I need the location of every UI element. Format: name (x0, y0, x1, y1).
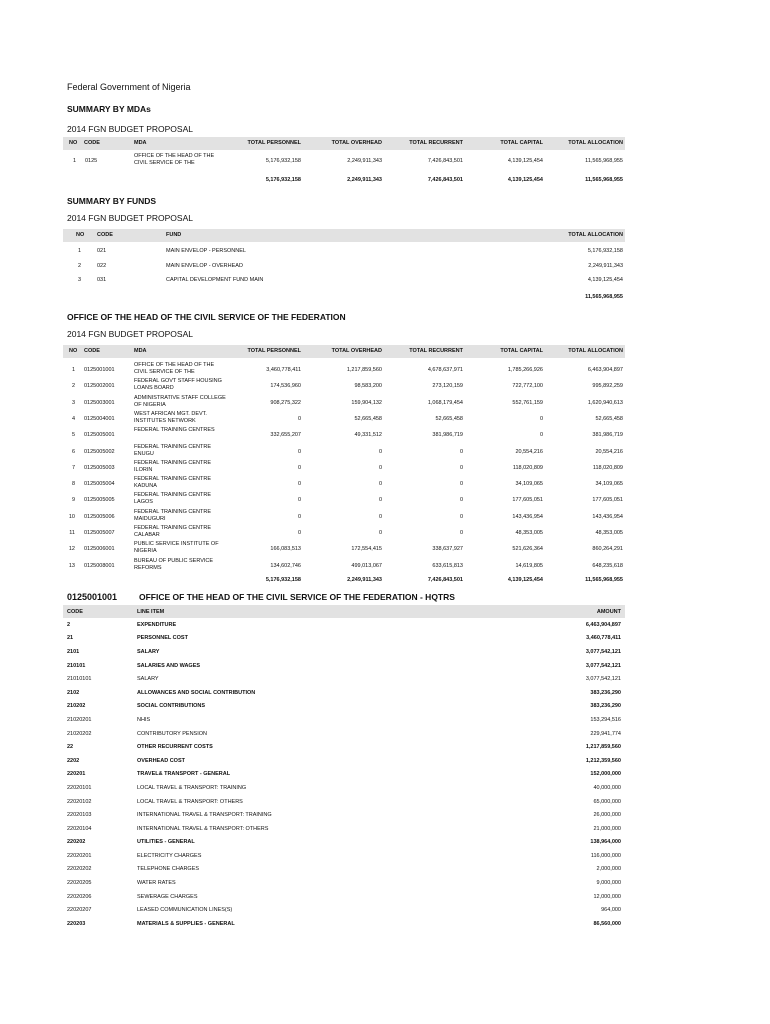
line-item-name: SALARY (137, 676, 159, 683)
line-item-name: INTERNATIONAL TRAVEL & TRANSPORT: OTHERS (137, 825, 269, 832)
col-header-amount: AMOUNT (511, 605, 625, 618)
col-header-allocation: TOTAL ALLOCATION (568, 140, 623, 146)
line-item-amount: 9,000,000 (596, 880, 621, 887)
col-header-line-item: LINE ITEM (133, 605, 511, 618)
mda-summary-title: SUMMARY BY MDAs (67, 104, 151, 114)
line-item-name: TRAVEL& TRANSPORT - GENERAL (137, 771, 231, 778)
row-code: 031 (97, 277, 107, 283)
row-mda: WEST AFRICAN MGT. DEVT. INSTITUTES NETWORK (134, 410, 207, 424)
row-personnel: 174,536,960 (270, 383, 301, 390)
row-allocation: 118,020,809 (592, 464, 623, 471)
line-item-name: LOCAL TRAVEL & TRANSPORT: OTHERS (137, 798, 243, 805)
row-personnel: 332,655,207 (270, 432, 301, 439)
col-header-capital: TOTAL CAPITAL (500, 348, 543, 354)
row-recurrent: 0 (459, 513, 463, 520)
line-item-name: LEASED COMMUNICATION LINES(S) (137, 907, 233, 914)
row-no: 11 (69, 530, 75, 536)
row-capital: 4,139,125,454 (507, 158, 543, 164)
col-header-allocation: TOTAL ALLOCATION (568, 232, 623, 238)
line-item-code: 21 (67, 635, 74, 642)
line-item-code: 21020201 (67, 716, 92, 723)
line-item-name: LOCAL TRAVEL & TRANSPORT: TRAINING (137, 784, 247, 791)
row-overhead: 2,249,911,343 (347, 158, 382, 164)
line-item-code: 22020205 (67, 880, 92, 887)
row-fund: MAIN ENVELOP - PERSONNEL (166, 248, 246, 254)
row-capital: 177,605,051 (512, 497, 543, 504)
row-overhead: 0 (378, 448, 382, 455)
line-item-name: SEWERAGE CHARGES (137, 893, 198, 900)
total-capital: 4,139,125,454 (507, 577, 543, 583)
row-capital: 34,109,065 (515, 481, 543, 488)
row-mda: BUREAU OF PUBLIC SERVICE REFORMS (134, 557, 214, 571)
line-item-amount: 153,294,516 (590, 716, 621, 723)
row-overhead: 0 (378, 481, 382, 488)
row-mda: OFFICE OF THE HEAD OF THE CIVIL SERVICE OF THE (134, 153, 215, 166)
line-item-row (63, 659, 625, 673)
row-allocation: 5,176,932,158 (587, 248, 623, 254)
row-recurrent: 338,637,927 (432, 546, 463, 553)
line-item-row (63, 795, 625, 809)
line-item-name: CONTRIBUTORY PENSION (137, 730, 207, 737)
line-item-code: 21010101 (67, 676, 92, 683)
row-no: 10 (68, 513, 75, 520)
row-code: 021 (97, 248, 107, 254)
line-item-name: SOCIAL CONTRIBUTIONS (137, 703, 206, 710)
line-item-code: 22020103 (67, 812, 92, 819)
line-item-name: WATER RATES (137, 880, 176, 887)
line-item-name: INTERNATIONAL TRAVEL & TRANSPORT: TRAINING (137, 812, 272, 819)
row-mda: PUBLIC SERVICE INSTITUTE OF NIGERIA (134, 541, 219, 555)
line-item-amount: 2,000,000 (596, 866, 621, 873)
hqtrs-title: OFFICE OF THE HEAD OF THE CIVIL SERVICE OF THE FEDERATION - HQTRS (139, 592, 455, 602)
row-mda: FEDERAL TRAINING CENTRES (134, 427, 215, 434)
line-item-code: 22020201 (67, 852, 92, 859)
line-item-amount: 26,000,000 (593, 812, 621, 819)
row-no: 7 (71, 464, 75, 471)
row-recurrent: 633,615,813 (432, 562, 463, 569)
row-code: 0125005006 (84, 513, 115, 520)
row-overhead: 159,904,132 (351, 399, 382, 406)
line-item-amount: 3,077,542,121 (585, 648, 621, 655)
line-item-name: OTHER RECURRENT COSTS (137, 744, 213, 751)
row-allocation: 11,565,968,955 (585, 158, 623, 164)
row-personnel: 0 (297, 530, 301, 536)
office-header (63, 345, 625, 358)
row-code: 0125005004 (84, 481, 115, 488)
line-item-row (63, 672, 625, 686)
row-personnel: 0 (297, 415, 301, 422)
line-item-code: 2102 (67, 689, 80, 696)
row-code: 0125003001 (84, 399, 115, 406)
line-item-code: 22020202 (67, 866, 92, 873)
row-capital: 118,020,809 (512, 464, 543, 471)
row-overhead: 49,331,512 (354, 432, 382, 439)
row-code: 0125001001 (84, 367, 115, 373)
col-header-mda: MDA (134, 348, 147, 354)
row-code: 0125008001 (84, 562, 115, 569)
row-overhead: 0 (378, 464, 382, 471)
line-item-row (63, 632, 625, 646)
row-no: 13 (68, 562, 75, 569)
row-mda: FEDERAL TRAINING CENTRE CALABAR (134, 525, 212, 538)
line-item-amount: 229,941,774 (590, 730, 621, 737)
funds-summary-title: SUMMARY BY FUNDS (67, 196, 157, 206)
row-allocation: 381,986,719 (592, 432, 623, 439)
row-code: 0125005002 (84, 448, 115, 455)
line-item-name: NHIS (137, 716, 151, 723)
row-recurrent: 1,068,179,454 (427, 399, 463, 406)
office-subtitle: 2014 FGN BUDGET PROPOSAL (67, 329, 193, 339)
row-allocation: 34,109,065 (595, 481, 623, 488)
line-item-amount: 86,560,000 (593, 920, 621, 927)
col-header-capital: TOTAL CAPITAL (500, 140, 543, 146)
row-overhead: 52,665,458 (354, 415, 382, 422)
line-item-row (63, 822, 625, 836)
row-capital: 0 (539, 415, 543, 422)
row-allocation: 1,620,940,613 (587, 399, 623, 406)
line-item-row (63, 713, 625, 727)
row-capital: 48,353,005 (515, 530, 543, 536)
line-item-row (63, 781, 625, 795)
hqtrs-code: 0125001001 (67, 592, 118, 602)
total-allocation: 11,565,968,955 (585, 577, 623, 583)
row-overhead: 499,013,067 (351, 562, 382, 569)
row-allocation: 20,554,216 (595, 448, 623, 455)
line-item-code: 2 (67, 621, 71, 628)
row-overhead: 1,217,859,560 (346, 367, 382, 373)
line-item-name: EXPENDITURE (137, 621, 177, 628)
row-recurrent: 52,665,458 (435, 415, 463, 422)
line-item-code: 22020101 (67, 784, 92, 791)
line-item-name: SALARIES AND WAGES (137, 662, 201, 669)
line-item-amount: 3,077,542,121 (585, 662, 621, 669)
line-item-amount: 6,463,904,897 (585, 621, 621, 628)
row-overhead: 0 (378, 513, 382, 520)
line-item-code: 21020202 (67, 730, 92, 737)
line-item-name: ELECTRICITY CHARGES (137, 852, 202, 859)
line-item-row (63, 700, 625, 714)
col-header-overhead: TOTAL OVERHEAD (331, 140, 382, 146)
row-code: 0125006001 (84, 546, 115, 553)
line-item-code: 220203 (67, 920, 86, 927)
line-item-name: ALLOWANCES AND SOCIAL CONTRIBUTION (137, 689, 256, 696)
row-personnel: 0 (297, 448, 301, 455)
total-personnel: 5,176,932,158 (265, 177, 301, 183)
row-personnel: 0 (297, 497, 301, 504)
row-no: 12 (68, 546, 75, 553)
mda-summary-header (63, 137, 625, 150)
line-item-row (63, 808, 625, 822)
row-recurrent: 0 (459, 481, 463, 488)
line-item-amount: 383,236,290 (590, 689, 621, 696)
row-personnel: 0 (297, 513, 301, 520)
row-recurrent: 0 (459, 530, 463, 536)
line-item-code: 22020207 (67, 907, 92, 914)
row-code: 0125005001 (84, 432, 115, 439)
line-item-amount: 21,000,000 (593, 825, 621, 832)
row-mda: OFFICE OF THE HEAD OF THE CIVIL SERVICE OF THE (134, 362, 215, 375)
row-overhead: 0 (378, 497, 382, 504)
total-recurrent: 7,426,843,501 (427, 577, 463, 583)
office-title: OFFICE OF THE HEAD OF THE CIVIL SERVICE OF THE FEDERATION (67, 312, 346, 322)
line-item-code: 22020206 (67, 893, 92, 900)
row-mda: FEDERAL TRAINING CENTRE MAIDUGURI (134, 508, 212, 522)
line-item-row (63, 849, 625, 863)
row-allocation: 995,892,259 (592, 383, 623, 390)
row-mda: FEDERAL TRAINING CENTRE ENUGU (134, 443, 212, 457)
line-item-amount: 152,000,000 (590, 771, 621, 778)
row-code: 0125005003 (84, 464, 115, 471)
line-item-row (63, 917, 625, 931)
line-item-amount: 3,077,542,121 (585, 676, 621, 683)
row-no: 2 (78, 262, 82, 269)
line-item-row (63, 686, 625, 700)
row-recurrent: 0 (459, 448, 463, 455)
row-code: 0125005005 (84, 497, 115, 504)
row-no: 2 (71, 383, 75, 390)
row-capital: 521,626,364 (512, 546, 543, 553)
line-item-row (63, 903, 625, 917)
row-capital: 143,436,954 (512, 513, 543, 520)
row-recurrent: 273,120,159 (432, 383, 463, 390)
row-capital: 552,761,159 (512, 399, 543, 406)
line-item-amount: 65,000,000 (593, 798, 621, 805)
total-overhead: 2,249,911,343 (347, 577, 382, 583)
line-item-amount: 383,236,290 (590, 703, 621, 710)
row-no: 1 (73, 158, 77, 164)
line-item-code: 210101 (67, 662, 86, 669)
total-allocation: 11,565,968,955 (585, 177, 623, 183)
row-capital: 0 (539, 432, 543, 439)
line-item-amount: 138,964,000 (590, 839, 621, 846)
line-item-name: OVERHEAD COST (137, 757, 185, 764)
row-fund: CAPITAL DEVELOPMENT FUND MAIN (166, 277, 264, 283)
row-code: 0125002001 (84, 383, 115, 390)
row-fund: MAIN ENVELOP - OVERHEAD (166, 262, 243, 269)
row-no: 1 (78, 248, 82, 254)
row-recurrent: 4,678,637,971 (427, 367, 463, 373)
line-item-row (63, 740, 625, 754)
row-no: 8 (71, 481, 75, 488)
col-header-mda: MDA (134, 140, 147, 146)
row-capital: 20,554,216 (515, 448, 543, 455)
line-item-name: SALARY (137, 648, 160, 655)
row-personnel: 5,176,932,158 (265, 158, 301, 164)
line-item-amount: 3,460,778,411 (586, 635, 621, 642)
row-code: 0125005007 (84, 530, 115, 536)
row-mda: FEDERAL TRAINING CENTRE LAGOS (134, 492, 212, 506)
col-header-code: CODE (97, 232, 113, 238)
row-mda: FEDERAL TRAINING CENTRE ILORIN (134, 459, 212, 473)
row-allocation: 143,436,954 (592, 513, 623, 520)
line-item-name: MATERIALS & SUPPLIES - GENERAL (137, 920, 235, 927)
line-item-row (63, 727, 625, 741)
row-capital: 722,772,100 (512, 383, 543, 390)
row-allocation: 52,665,458 (595, 415, 623, 422)
line-item-row (63, 645, 625, 659)
row-overhead: 0 (378, 530, 382, 536)
row-code: 022 (97, 262, 107, 269)
row-recurrent: 0 (459, 497, 463, 504)
row-allocation: 2,249,911,343 (588, 262, 623, 269)
line-item-code: 210202 (67, 703, 86, 710)
line-item-row (63, 768, 625, 782)
line-item-amount: 116,000,000 (590, 852, 621, 859)
line-item-name: TELEPHONE CHARGES (137, 866, 200, 873)
funds-summary-subtitle: 2014 FGN BUDGET PROPOSAL (67, 213, 193, 223)
line-item-row (63, 890, 625, 904)
row-overhead: 98,583,200 (354, 383, 382, 390)
line-item-code: 2101 (67, 648, 80, 655)
col-header-code: CODE (63, 605, 133, 618)
line-item-code: 220201 (67, 771, 86, 778)
row-personnel: 134,602,746 (270, 562, 301, 569)
line-item-name: UTILITIES - GENERAL (137, 839, 195, 846)
row-personnel: 3,460,778,411 (266, 367, 301, 373)
col-header-allocation: TOTAL ALLOCATION (568, 348, 623, 354)
row-recurrent: 381,986,719 (432, 432, 463, 439)
line-item-code: 2202 (67, 757, 80, 764)
row-allocation: 648,235,618 (592, 562, 623, 569)
row-code: 0125 (85, 158, 98, 164)
row-personnel: 0 (297, 464, 301, 471)
line-items-header (63, 605, 625, 618)
total-personnel: 5,176,932,158 (265, 577, 301, 583)
col-header-recurrent: TOTAL RECURRENT (409, 140, 463, 146)
col-header-recurrent: TOTAL RECURRENT (409, 348, 463, 354)
row-personnel: 0 (297, 481, 301, 488)
row-allocation: 48,353,005 (595, 530, 623, 536)
line-item-amount: 40,000,000 (593, 784, 621, 791)
col-header-code: CODE (84, 348, 100, 354)
col-header-personnel: TOTAL PERSONNEL (247, 348, 301, 354)
total-capital: 4,139,125,454 (507, 177, 543, 183)
line-item-name: PERSONNEL COST (137, 635, 188, 642)
col-header-no: NO (69, 348, 78, 354)
col-header-overhead: TOTAL OVERHEAD (331, 348, 382, 354)
row-recurrent: 7,426,843,501 (427, 158, 463, 164)
funds-summary-header (63, 229, 625, 242)
row-no: 3 (78, 277, 82, 283)
line-items-table (63, 605, 625, 931)
line-item-row (63, 618, 625, 632)
row-personnel: 908,275,322 (270, 399, 301, 406)
line-item-amount: 12,000,000 (593, 893, 621, 900)
total-recurrent: 7,426,843,501 (427, 177, 463, 183)
row-no: 1 (71, 367, 75, 373)
row-capital: 14,619,805 (515, 562, 543, 569)
row-no: 4 (71, 415, 75, 422)
row-mda: FEDERAL GOVT STAFF HOUSING LOANS BOARD (134, 378, 222, 392)
line-item-code: 22020102 (67, 798, 92, 805)
row-no: 5 (71, 432, 75, 439)
row-capital: 1,785,266,926 (507, 367, 543, 373)
row-no: 9 (71, 497, 75, 504)
col-header-no: NO (76, 232, 85, 238)
line-item-amount: 964,000 (601, 907, 621, 914)
row-allocation: 177,605,051 (592, 497, 623, 504)
row-recurrent: 0 (459, 464, 463, 471)
row-allocation: 4,139,125,454 (587, 277, 623, 283)
total-overhead: 2,249,911,343 (347, 177, 382, 183)
organization-name: Federal Government of Nigeria (67, 82, 191, 92)
col-header-fund: FUND (166, 232, 182, 238)
line-item-code: 22 (67, 744, 74, 751)
row-code: 0125004001 (84, 415, 115, 422)
row-mda: ADMINISTRATIVE STAFF COLLEGE OF NIGERIA (134, 394, 226, 408)
line-item-amount: 1,212,359,560 (585, 757, 621, 764)
row-no: 6 (71, 448, 75, 455)
line-item-code: 22020104 (67, 825, 92, 832)
col-header-code: CODE (84, 140, 100, 146)
line-item-row (63, 836, 625, 850)
row-allocation: 6,463,904,897 (587, 367, 623, 373)
col-header-no: NO (69, 140, 78, 146)
row-mda: FEDERAL TRAINING CENTRE KADUNA (134, 476, 212, 490)
row-personnel: 166,083,513 (270, 546, 301, 553)
line-item-row (63, 863, 625, 877)
row-overhead: 172,554,415 (351, 546, 382, 553)
funds-summary-total: 11,565,968,955 (585, 294, 623, 300)
col-header-personnel: TOTAL PERSONNEL (247, 140, 301, 146)
row-allocation: 860,264,291 (592, 546, 623, 553)
row-no: 3 (71, 399, 75, 406)
line-item-row (63, 876, 625, 890)
line-item-row (63, 754, 625, 768)
line-item-code: 220202 (67, 839, 86, 846)
mda-summary-subtitle: 2014 FGN BUDGET PROPOSAL (67, 124, 193, 134)
line-item-amount: 1,217,859,560 (585, 744, 621, 751)
